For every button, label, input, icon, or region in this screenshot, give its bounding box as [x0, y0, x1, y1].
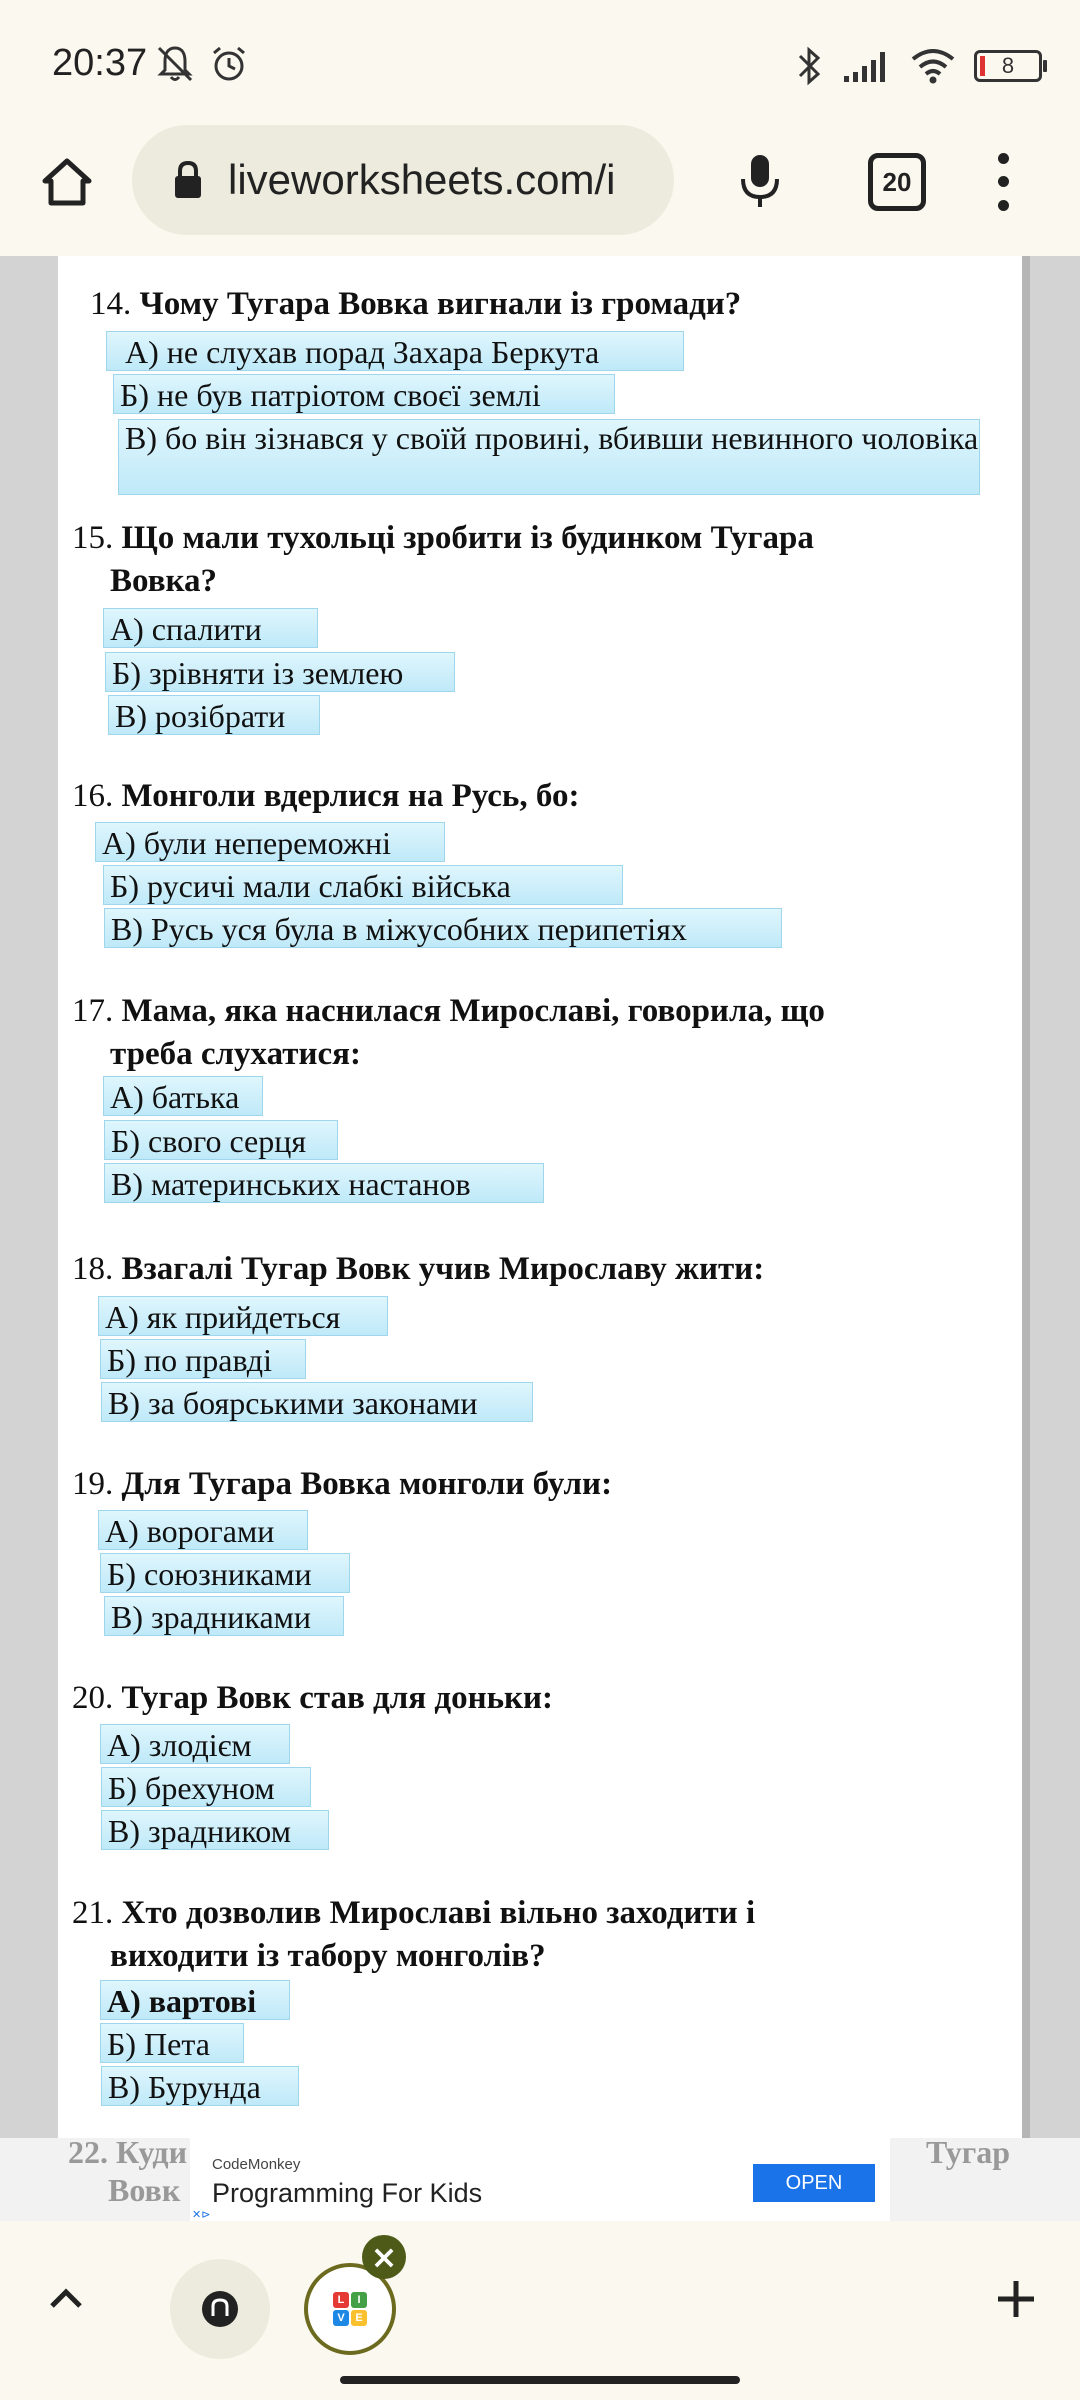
question-text: Тугар Вовк став для доньки: — [121, 1680, 554, 1716]
question-16 — [72, 775, 579, 818]
tab-switcher-button[interactable]: 20 — [868, 153, 926, 211]
bluetooth-icon — [794, 46, 824, 86]
question-number: 17. — [72, 993, 114, 1029]
answer-option[interactable]: А) спалити — [103, 608, 318, 648]
answer-option[interactable]: А) були непереможні — [95, 822, 445, 862]
answer-option[interactable]: В) зрадниками — [104, 1596, 344, 1636]
question-14 — [90, 283, 741, 326]
question-number: 18. — [72, 1251, 114, 1287]
answer-option[interactable]: А) не слухав порад Захара Беркута — [106, 331, 684, 371]
answer-option[interactable]: А) ворогами — [98, 1510, 308, 1550]
web-content — [0, 256, 1080, 2221]
status-time: 20:37 — [52, 42, 148, 84]
question-text-cont: Вовка? — [110, 563, 218, 599]
question-19 — [72, 1463, 612, 1506]
answer-option[interactable]: Б) не був патріотом своєї землі — [113, 374, 615, 414]
incognito-button[interactable] — [170, 2259, 270, 2359]
answer-option[interactable]: Б) союзниками — [100, 1553, 350, 1593]
answer-option[interactable]: Б) брехуном — [101, 1767, 311, 1807]
answer-option-selected[interactable]: А) вартові — [100, 1980, 290, 2020]
question-17 — [72, 990, 825, 1076]
question-text: Взагалі Тугар Вовк учив Мирославу жити: — [121, 1251, 765, 1287]
signal-icon — [842, 48, 892, 84]
battery-level: 8 — [1001, 53, 1015, 78]
question-number: 15. — [72, 520, 114, 556]
ghost-icon — [197, 2286, 243, 2332]
partial-question-number: 22. Куди — [68, 2134, 188, 2170]
question-18 — [72, 1248, 764, 1291]
question-text: Для Тугара Вовка монголи були: — [121, 1466, 613, 1502]
answer-option[interactable]: В) Русь уся була в міжусобних перипетіях — [104, 908, 782, 948]
voice-search-button[interactable] — [728, 149, 792, 213]
answer-option[interactable]: А) злодієм — [100, 1724, 290, 1764]
plus-icon — [994, 2277, 1038, 2321]
answer-option[interactable]: В) материнських настанов — [104, 1163, 544, 1203]
chevron-up-icon — [46, 2282, 86, 2312]
home-icon — [40, 155, 94, 209]
new-tab-button[interactable] — [986, 2269, 1046, 2329]
answer-option[interactable]: В) розібрати — [108, 695, 320, 735]
url-text: liveworksheets.com/i — [228, 156, 616, 203]
gesture-bar[interactable] — [340, 2376, 740, 2384]
question-text: Мама, яка наснилася Мирославі, говорила, що — [121, 993, 825, 1029]
answer-option[interactable]: А) як прийдеться — [98, 1296, 388, 1336]
ad-left-margin — [0, 2134, 190, 2221]
answer-option[interactable]: В) Бурунда — [101, 2066, 299, 2106]
ad-brand: CodeMonkey — [212, 2156, 301, 2173]
ad-banner[interactable] — [0, 2134, 1080, 2221]
question-20 — [72, 1677, 553, 1720]
answer-option[interactable]: В) зрадником — [101, 1810, 329, 1850]
question-number: 19. — [72, 1466, 114, 1502]
ad-right-margin — [890, 2134, 1080, 2221]
partial-question-line: Вовк — [108, 2172, 181, 2208]
live-logo-icon: L I V E — [333, 2292, 367, 2326]
microphone-icon — [738, 153, 782, 209]
question-text-cont: виходити із табору монголів? — [110, 1938, 546, 1974]
url-bar[interactable] — [132, 125, 674, 235]
ad-title: Programming For Kids — [212, 2178, 483, 2208]
wifi-icon — [910, 47, 956, 85]
answer-option[interactable]: Б) зрівняти із землею — [105, 652, 455, 692]
answer-option[interactable]: В) бо він зізнався у своїй провині, вбивши невинного чоловіка — [118, 419, 980, 495]
question-text: Що мали тухольці зробити із будинком Тугара — [121, 520, 814, 556]
ad-open-button[interactable]: OPEN — [753, 2164, 875, 2202]
bottom-toolbar — [0, 2221, 1080, 2400]
status-bar — [0, 0, 1080, 125]
worksheet — [58, 256, 1022, 2221]
home-button[interactable] — [32, 147, 102, 217]
question-text-cont: треба слухатися: — [110, 1036, 361, 1072]
ad-choices-icon[interactable]: ✕⊳ — [192, 2209, 211, 2221]
browser-toolbar — [0, 125, 1080, 255]
battery-icon — [974, 50, 1042, 82]
answer-option[interactable]: Б) свого серця — [104, 1120, 338, 1160]
more-options-button[interactable] — [985, 147, 1021, 217]
question-number: 21. — [72, 1895, 114, 1931]
answer-option[interactable]: Б) по правді — [100, 1339, 306, 1379]
mute-icon — [155, 44, 195, 84]
question-text: Монголи вдерлися на Русь, бо: — [121, 778, 580, 814]
answer-option[interactable]: Б) Пета — [100, 2023, 244, 2063]
answer-option[interactable]: В) за боярськими законами — [101, 1382, 533, 1422]
question-text: Хто дозволив Мирославі вільно заходити і — [121, 1895, 756, 1931]
question-number: 20. — [72, 1680, 114, 1716]
lock-icon — [170, 158, 206, 202]
partial-question-end: Тугар — [926, 2134, 1011, 2170]
alarm-icon — [209, 44, 249, 84]
question-text: Чому Тугара Вовка вигнали із громади? — [139, 286, 742, 322]
expand-button[interactable] — [40, 2271, 92, 2323]
question-21 — [72, 1892, 755, 1978]
sheet-edge — [1022, 256, 1030, 2221]
question-number: 16. — [72, 778, 114, 814]
answer-option[interactable]: А) батька — [103, 1076, 263, 1116]
question-15 — [72, 517, 814, 603]
answer-option[interactable]: Б) русичі мали слабкі війська — [103, 865, 623, 905]
question-number: 14. — [90, 286, 132, 322]
close-bubble-button[interactable]: × — [362, 2235, 406, 2279]
